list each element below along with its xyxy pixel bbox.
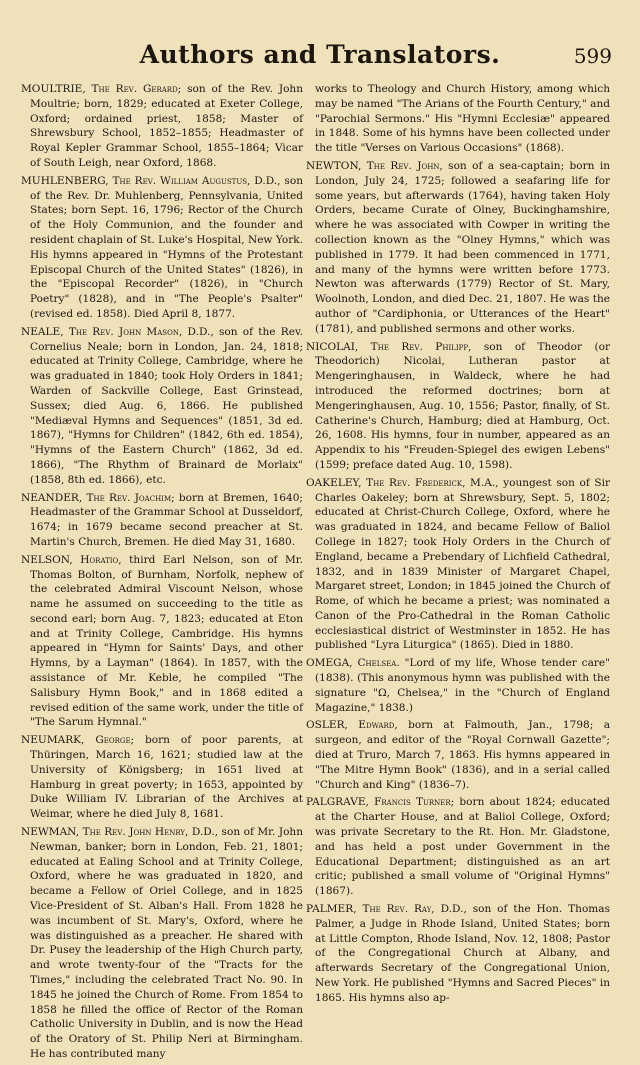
entry-oakeley: OAKELEY, The Rev. Frederick, M.A., youngest son of Sir Charles Oakeley; born at Shrewsbury, Sept. 5, 1802; educated at Christ-Church College, Oxford, where he was graduated in 1824, and became Fellow of Baliol College in 1827; took Holy Orders in the Church of England, became a Prebendary of Lichfield Cathedral, 1832, and in 1839 Minister of Margaret Chapel, Margaret street, London; in 1845 joined the Church of Rome, of which he became a priest; was nominated a Canon of the Pro-Cathedral in the Roman Catholic ecclesiastical district of Westminster in 1852. He has published "Lyra Liturgica" (1865). Died in 1880.: [306, 476, 610, 652]
entry-newman-continued: works to Theology and Church History, among which may be named "The Arians of the Fourth Century," and "Parochial Sermons." His "Hymni Ecclesiæ" appeared in 1848. Some of his hymns have been collected under the title "Verses on Various Occasions" (1868).: [315, 83, 610, 155]
entry-newman: NEWMAN, The Rev. John Henry, D.D., son of Mr. John Newman, banker; born in London, Feb. 21, 1801; educated at Ealing School and at Trinity College, Oxford, where he was graduated in 1820, and became a Fellow of Oriel College, and in 1825 Vice-President of St. Alban's Hall. From 1828 he was incumbent of St. Mary's, Oxford, where he was distinguished as a preacher. He shared with Dr. Pusey the leadership of the High Church party, and wrote twenty-four of the "Tracts for the Times," including the celebrated Tract No. 90. In 1845 he joined the Church of Rome. From 1854 to 1858 he filled the office of Rector of the Roman Catholic University in Dublin, and is now the Head of the Oratory of St. Philip Neri at Birmingham. He has contributed many: [21, 826, 304, 1060]
right-column: [306, 82, 610, 1009]
page-number: 599: [573, 44, 612, 68]
entry-palgrave: PALGRAVE, Francis Turner; born about 1824; educated at the Charter House, and at Baliol College, Oxford; was private Secretary to the Rt. Hon. Mr. Gladstone, and has held a post under Government in the Educational Department; distinguished as an art critic; published a small volume of "Original Hymns" (1867).: [306, 796, 611, 898]
entry-osler: OSLER, Edward, born at Falmouth, Jan., 1798; a surgeon, and editor of the "Royal Cornwall Gazette"; died at Truro, March 7, 1863. His hymns appeared in "The Mitre Hymn Book" (1836), and in a serial called "Church and King" (1836–7).: [306, 719, 610, 791]
page-header: [22, 40, 618, 80]
left-column: [21, 82, 303, 1065]
entry-muhlenberg: MUHLENBERG, The Rev. William Augustus, D.D., son of the Rev. Dr. Muhlenberg, Pennsylvania, United States; born Sept. 16, 1796; Rector of the Church of the Holy Communion, and the founder and resident chaplain of St. Luke's Hospital, New York. His hymns appeared in "Hymns of the Protestant Episcopal Church of the United States" (1826), in the "Episcopal Recorder" (1826), in "Church Poetry" (1828), and in "The People's Psalter" (revised ed. 1858). Died April 8, 1877.: [21, 174, 303, 320]
entry-neumark: NEUMARK, George; born of poor parents, at Thüringen, March 16, 1621; studied law at the University of Königsberg; in 1651 lived at Hamburg in great poverty; in 1653, appointed by Duke William IV. Librarian of the Archives at Weimar, where he died July 8, 1681.: [21, 734, 304, 821]
entry-omega: OMEGA, Chelsea. "Lord of my life, Whose tender care" (1838). (This anonymous hymn was published with the signature "Ω, Chelsea," in the "Church of England Magazine," 1838.): [306, 657, 611, 714]
entry-newton: NEWTON, The Rev. John, son of a sea-captain; born in London, July 24, 1725; followed a seafaring life for some years, but afterwards (1764), having taken Holy Orders, became Curate of Olney, Buckinghamshire, where he was associated with Cowper in writing the collection known as the "Olney Hymns," which was published in 1779. It had been commenced in 1771, and many of the hymns were written before 1773. Newton was afterwards (1779) Rector of St. Mary, Woolnoth, London, and died Dec. 21, 1807. He was the author of "Cardiphonia, or Utterances of the Heart" (1781), and published sermons and other works.: [306, 159, 611, 335]
entry-neale: NEALE, The Rev. John Mason, D.D., son of the Rev. Cornelius Neale; born in London, Jan. 24, 1818; educated at Trinity College, Cambridge, where he was graduated in 1840; took Holy Orders in 1841; Warden of Sackville College, East Grinstead, Sussex; died Aug. 6, 1866. He published "Mediæval Hymns and Sequences" (1851, 3d ed. 1867), "Hymns for Children" (1842, 6th ed. 1854), "Hymns of the Eastern Church" (1862, 3d ed. 1866), "The Rhythm of Brainard de Morlaix" (1858, 8th ed. 1866), etc.: [21, 325, 303, 486]
running-title: Authors and Translators.: [139, 40, 501, 69]
entry-neander: NEANDER, The Rev. Joachim; born at Bremen, 1640; Headmaster of the Grammar School at Dusseldorf, 1674; in 1679 became second preacher at St. Martin's Church, Bremen. He died May 31, 1680.: [21, 491, 303, 548]
entry-palmer: PALMER, The Rev. Ray, D.D., son of the Hon. Thomas Palmer, a Judge in Rhode Island, United States; born at Little Compton, Rhode Island, Nov. 12, 1808; Pastor of the Congregational Church at Albany, and afterwards Secretary of the Congregational Union, New York. He published "Hymns and Sacred Pieces" in 1865. His hymns also ap-: [306, 903, 610, 1004]
entry-nelson: NELSON, Horatio, third Earl Nelson, son of Mr. Thomas Bolton, of Burnham, Norfolk, nephew of the celebrated Admiral Viscount Nelson, whose name he assumed on succeeding to the title as second earl; born Aug. 7, 1823; educated at Eton and at Trinity College, Cambridge. His hymns appeared in "Hymn for Saints' Days, and other Hymns, by a Layman" (1864). In 1857, with the assistance of Mr. Keble, he compiled "The Salisbury Hymn Book," and in 1868 edited a revised edition of the same work, under the title of "The Sarum Hymnal.": [21, 553, 304, 729]
entry-moultrie: MOULTRIE, The Rev. Gerard; son of the Rev. John Moultrie; born, 1829; educated at Exeter College, Oxford; ordained priest, 1858; Master of Shrewsbury School, 1852–1855; Headmaster of Royal Kepler Grammar School, 1855–1864; Vicar of South Leigh, near Oxford, 1868.: [21, 83, 304, 169]
entry-nicolai: NICOLAI, The Rev. Philipp, son of Theodor (or Theodorich) Nicolai, Lutheran pastor at Mengeringhausen, in Waldeck, where he had introduced the reformed doctrines; born at Mengeringhausen, Aug. 10, 1556; Pastor, finally, of St. Catherine's Church, Hamburg; died at Hamburg, Oct. 26, 1608. His hymns, four in number, appeared as an Appendix to his "Freuden-Spiegel des ewigen Lebens" (1599; preface dated Aug. 10, 1598).: [306, 340, 610, 471]
